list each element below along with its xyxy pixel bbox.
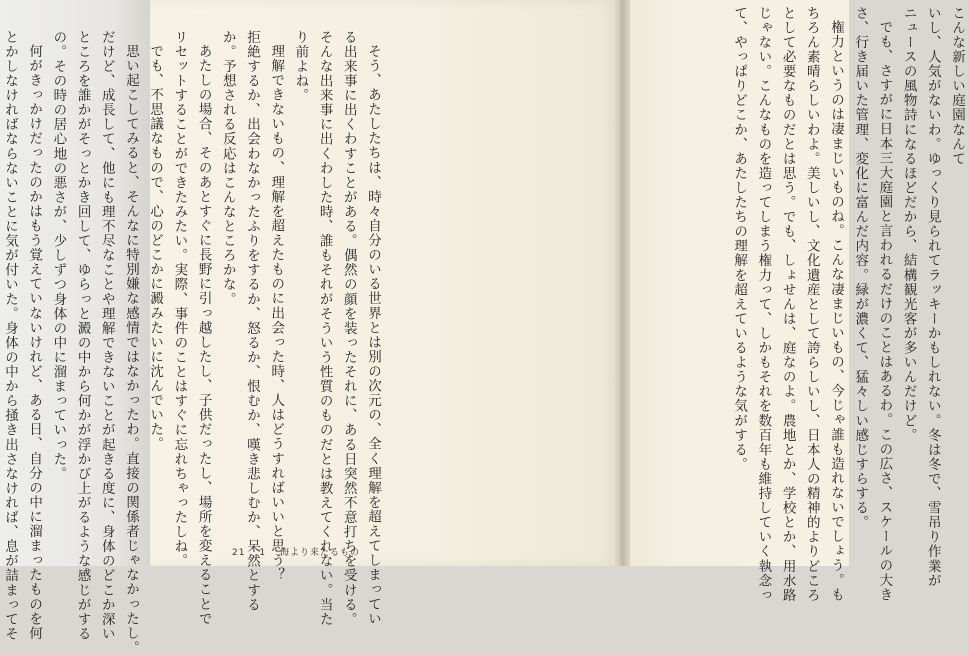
right-text-line: さ、行き届いた管理、変化に富んだ内容。緑が濃くて、猛々しい感じすらする。 bbox=[852, 6, 869, 530]
left-text-line: る出来事に出くわすことがある。偶然の顔を装ったそれに、ある日突然不意打ちを受ける。 bbox=[340, 30, 357, 627]
left-text-line: ところを誰かがそっとかき回して、ゆらっと澱の中から何かが浮かび上がるような感じがする bbox=[74, 30, 91, 642]
right-page-text bbox=[727, 6, 969, 603]
left-text-line: リセットすることができたみたい。実際、事件のことはすぐに忘れちゃったしね。 bbox=[171, 30, 188, 569]
chapter-number: 1 bbox=[259, 548, 267, 558]
right-text-line: ちろん素晴らしいわよ。美しいし、文化遺産として誇らしいし、日本人の精神的よりどころ bbox=[803, 6, 820, 603]
left-text-line: だけど、成長して、他にも理不尽なことや理解できないことが起きる度に、身体のどこか深い bbox=[98, 30, 115, 642]
left-text-line: あたしの場合、そのあとすぐに長野に引っ越したし、子供だったし、場所を変えることで bbox=[195, 43, 212, 626]
page-number: 21 bbox=[232, 548, 246, 558]
page-footer bbox=[232, 545, 370, 558]
right-page-clip bbox=[630, 0, 965, 603]
right-text-line: て、やっぱりどこか、あたしたちの理解を超えているような気がする。 bbox=[731, 6, 748, 472]
left-text-line: 何がきっかけだったのかはもう覚えていないけれど、ある日、自分の中に溜まったものを何 bbox=[26, 43, 43, 641]
right-text-line: でも、さすがに日本三大庭園と言われるだけのことはあるわ。この広さ、スケールの大き bbox=[876, 19, 893, 602]
right-text-line: こんな新しい庭園なんて bbox=[949, 6, 965, 167]
right-page bbox=[630, 0, 965, 603]
book-gutter bbox=[612, 0, 630, 566]
left-text-line: り前よね。 bbox=[292, 30, 309, 103]
left-text-line: か。予想される反応はこんなところかな。 bbox=[219, 30, 236, 307]
chapter-title: 海より来たるもの bbox=[279, 548, 360, 558]
left-page-text bbox=[0, 30, 385, 655]
right-text-line: いし、人気がないわ。ゆっくり見られてラッキーかもしれない。冬は冬で、雪吊り作業が bbox=[924, 6, 941, 588]
right-text-line: として必要なものだとは思う。でも、しょせんは、庭なのよ。農地とか、学校とか、用水路 bbox=[779, 6, 796, 603]
left-page bbox=[1, 0, 620, 655]
right-text-line: ニュースの風物詩になるほどだから、結構観光客が多いんだけど。 bbox=[900, 6, 917, 443]
left-text-line: とかしなければならないことに気が付いた。身体の中から掻き出さなければ、息が詰まってそ bbox=[1, 30, 18, 642]
right-text-line: 権力というのは凄まじいものね。こんな凄まじいもの、今じゃ誰も造れないでしょう。も bbox=[827, 19, 844, 602]
left-text-line: そう、あたしたちは、時々自分のいる世界とは別の次元の、全く理解を超えてしまってい bbox=[365, 43, 381, 626]
left-text-line: そんな出来事に出くわした時、誰もそれがそういう性質のものだとは教えてくれない。当た bbox=[316, 30, 333, 627]
left-text-line: でも、不思議なもので、心のどこかに澱みたいに沈んでいた。 bbox=[147, 43, 164, 451]
left-text-line: の。その時の居心地の悪さが、少しずつ身体の中に溜まっていった。 bbox=[50, 30, 67, 482]
left-text-line: 理解できないもの、理解を超えたものに出会った時、人はどうすればいいと思う？ bbox=[268, 43, 285, 582]
left-text-line: 拒絶するか、出会わなかったふりをするか、怒るか、恨むか、嘆き悲しむか、呆然とする bbox=[243, 30, 260, 612]
left-text-line: 思い起こしてみると、そんなに特別嫌な感情ではなかったわ。直接の関係者じゃなかったし。 bbox=[122, 43, 139, 655]
right-text-line: じゃない。こんなものを造ってしまう権力って、しかもそれを数百年も維持していく執念っ bbox=[755, 6, 772, 603]
